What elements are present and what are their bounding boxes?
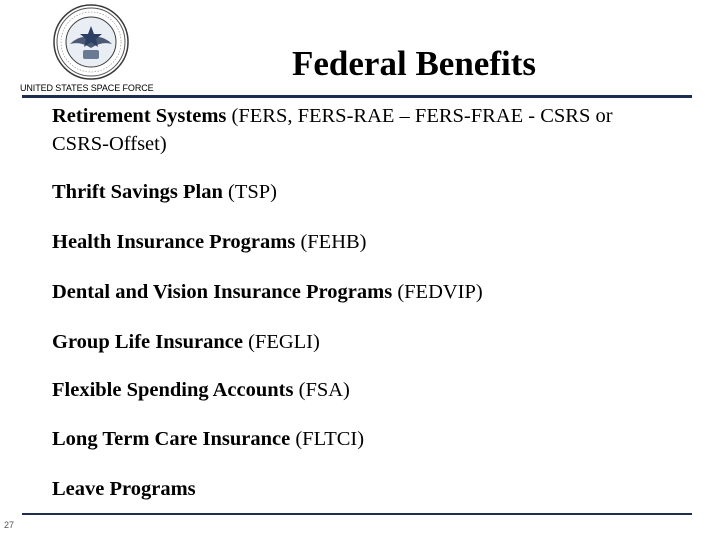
organization-name: UNITED STATES SPACE FORCE [20, 83, 154, 93]
list-item-long-term-care [52, 425, 662, 453]
list-item-thrift-savings-plan [52, 178, 662, 206]
item-detail: (FERS, FERS-RAE – FERS-FRAE - CSRS or CSRS-Offset) [52, 105, 613, 155]
item-name: Retirement Systems [52, 105, 227, 127]
footer-divider [22, 513, 692, 515]
item-detail: (FLTCI) [290, 428, 365, 450]
list-item-retirement-systems [52, 102, 662, 158]
item-detail: (FEGLI) [242, 331, 320, 353]
item-name: Long Term Care Insurance [52, 428, 291, 450]
header-divider [22, 95, 692, 98]
list-item-dental-vision [52, 278, 662, 306]
item-name: Health Insurance Programs [52, 231, 296, 253]
item-detail: (FSA) [293, 379, 350, 401]
page-title: Federal Benefits [292, 44, 536, 83]
item-name: Flexible Spending Accounts [52, 379, 294, 401]
list-item-group-life [52, 328, 662, 356]
item-name: Leave Programs [52, 478, 196, 500]
item-name: Dental and Vision Insurance Programs [52, 281, 393, 303]
slide-number: 27 [4, 520, 15, 530]
list-item-health-insurance [52, 228, 662, 256]
list-item-flexible-spending [52, 376, 662, 404]
item-detail: (TSP) [222, 181, 277, 203]
item-name: Group Life Insurance [52, 331, 243, 353]
item-detail: (FEDVIP) [392, 281, 483, 303]
item-name: Thrift Savings Plan [52, 181, 223, 203]
list-item-leave-programs [52, 475, 662, 503]
item-detail: (FEHB) [295, 231, 367, 253]
